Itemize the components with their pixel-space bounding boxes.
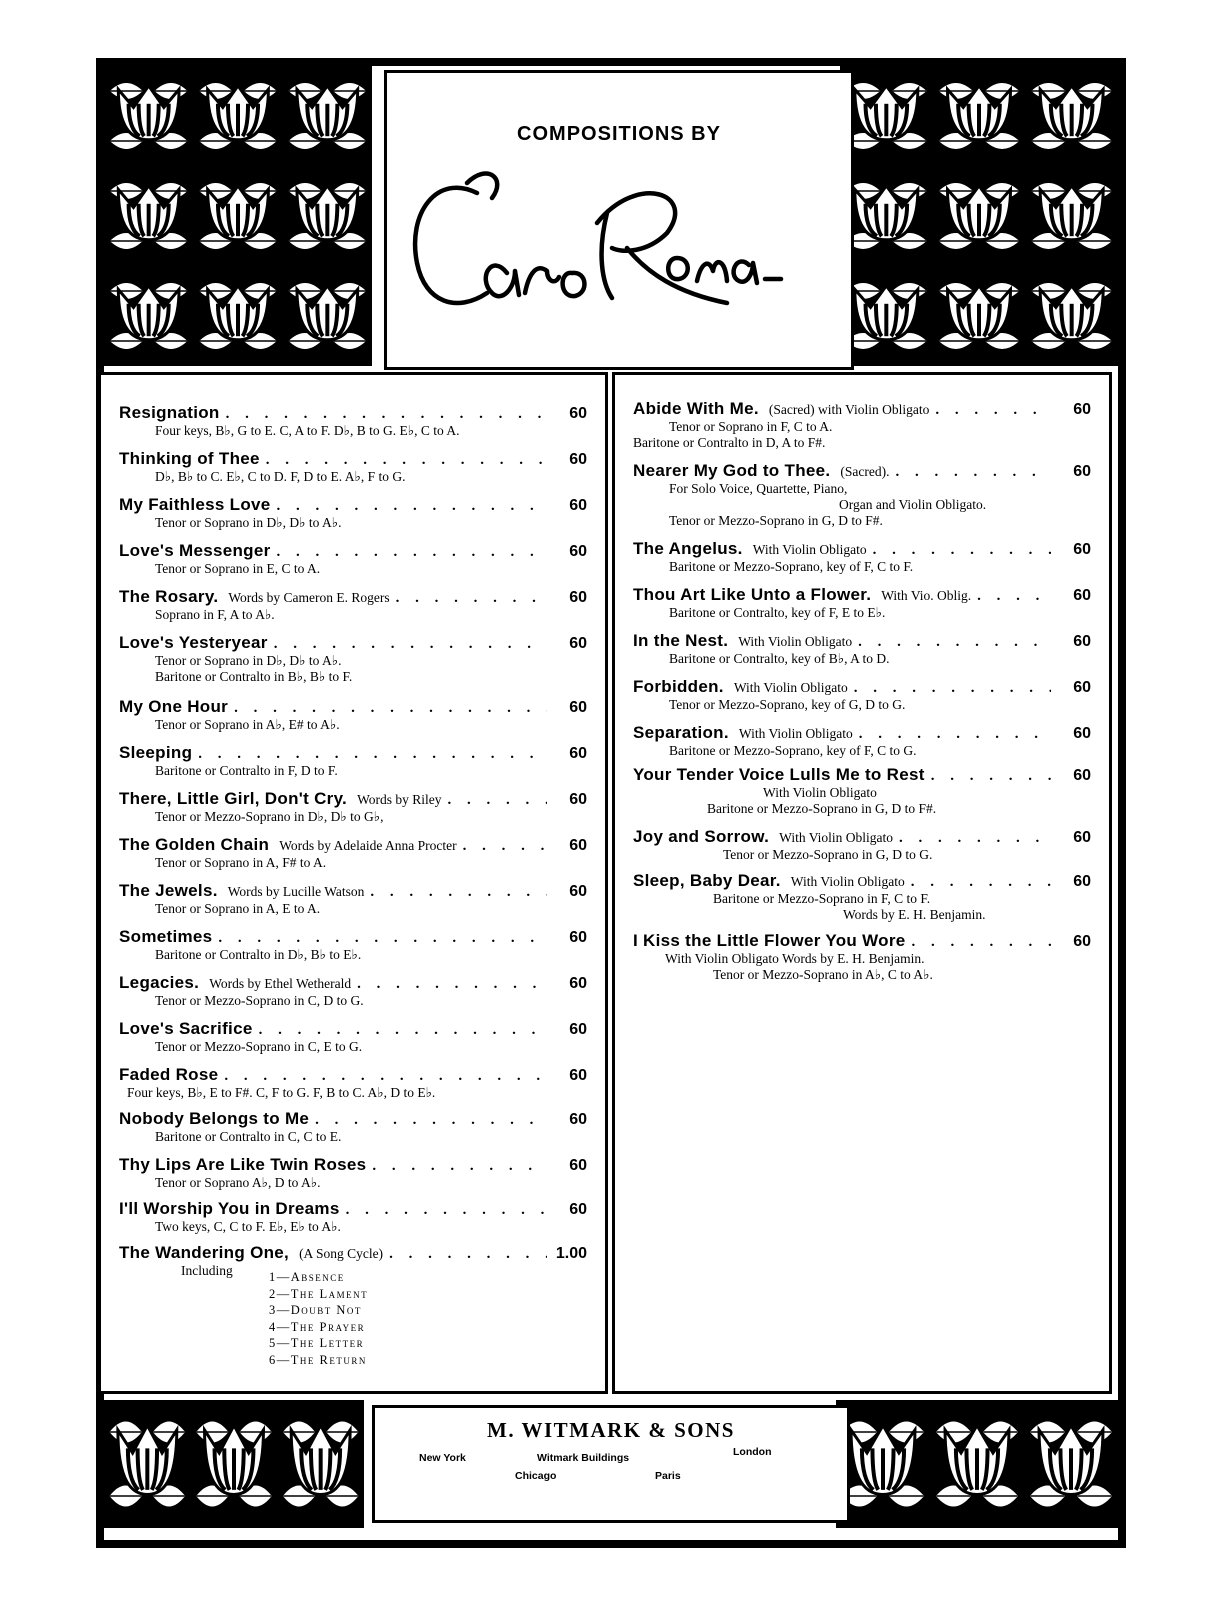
song-cycle-item: 5—The Letter [269, 1336, 365, 1350]
dot-leader [259, 1022, 547, 1039]
song-price: 60 [1073, 933, 1091, 950]
song-note: Words by Adelaide Anna Procter [279, 838, 457, 853]
song-entry [119, 697, 587, 733]
song-price: 60 [569, 745, 587, 762]
song-title: There, Little Girl, Don't Cry. [119, 789, 348, 808]
song-detail: Four keys, B♭, E to F#. C, F to G. F, B to C. A♭, D to E♭. [127, 1085, 436, 1100]
song-price: 1.00 [555, 1245, 587, 1262]
dot-leader [346, 1202, 547, 1219]
city-witmark-buildings: Witmark Buildings [537, 1452, 630, 1464]
song-price: 60 [569, 791, 587, 808]
song-price: 60 [1073, 725, 1091, 742]
song-title: The Golden Chain [119, 835, 270, 854]
song-price: 60 [1073, 541, 1091, 558]
song-price: 60 [1073, 633, 1091, 650]
song-title: Love's Sacrifice [119, 1019, 253, 1038]
dot-leader [396, 590, 547, 607]
dot-leader [448, 792, 547, 809]
song-entry [119, 789, 587, 825]
song-entry [119, 881, 587, 917]
song-title: Thinking of Thee [119, 449, 260, 468]
song-title: Thy Lips Are Like Twin Roses [119, 1155, 367, 1174]
song-note: Words by Lucille Watson [227, 884, 365, 899]
song-entry [633, 723, 1091, 759]
title-box [384, 70, 854, 370]
song-title: Legacies. [119, 973, 200, 992]
dot-leader [463, 838, 547, 855]
song-entry [633, 677, 1091, 713]
song-detail: Tenor or Mezzo-Soprano in C, D to G. [155, 993, 364, 1008]
dot-leader [899, 830, 1051, 847]
song-title: Abide With Me. [633, 399, 759, 418]
song-entry [119, 1109, 587, 1145]
song-price: 60 [569, 837, 587, 854]
tulip-ornament-top-right [840, 66, 1118, 366]
dot-leader [218, 930, 547, 947]
song-detail: Organ and Violin Obligato. [839, 497, 987, 512]
dot-leader [370, 884, 547, 901]
dot-leader [266, 452, 547, 469]
tulip-ornament-bottom-left [104, 1400, 364, 1528]
song-price: 60 [569, 699, 587, 716]
song-entry [633, 931, 1091, 983]
song-price: 60 [1073, 873, 1091, 890]
song-note: With Violin Obligato [752, 542, 867, 557]
song-detail: For Solo Voice, Quartette, Piano, [669, 481, 848, 496]
song-entry [119, 835, 587, 871]
dot-leader [226, 406, 547, 423]
song-detail: Soprano in F, A to A♭. [155, 607, 275, 622]
song-title: Faded Rose [119, 1065, 219, 1084]
song-price: 60 [1073, 767, 1091, 784]
song-entry [633, 827, 1091, 863]
song-title: My Faithless Love [119, 495, 271, 514]
song-price: 60 [1073, 463, 1091, 480]
song-entry [633, 871, 1091, 923]
city-london: London [733, 1446, 772, 1458]
song-title: Nearer My God to Thee. [633, 461, 831, 480]
tulip-ornament-top-left [104, 66, 372, 366]
song-detail: Tenor or Soprano in D♭, D♭ to A♭. [155, 515, 342, 530]
song-price: 60 [569, 975, 587, 992]
song-entry [119, 1019, 587, 1055]
song-detail: Tenor or Soprano in A, F# to A. [155, 855, 327, 870]
song-detail: Tenor or Soprano in A, E to A. [155, 901, 321, 916]
dot-leader [873, 542, 1051, 559]
song-detail: Baritone or Contralto in D♭, B♭ to E♭. [155, 947, 362, 962]
song-detail: Tenor or Soprano in A♭, E# to A♭. [155, 717, 340, 732]
song-title: The Rosary. [119, 587, 219, 606]
song-detail: Tenor or Mezzo-Soprano, key of G, D to G. [669, 697, 906, 712]
song-entry [119, 633, 587, 685]
song-price: 60 [569, 1111, 587, 1128]
song-cycle-item: 2—The Lament [269, 1286, 369, 1301]
song-price: 60 [569, 543, 587, 560]
song-price: 60 [1073, 679, 1091, 696]
song-note: Words by Ethel Wetherald [209, 976, 352, 991]
song-detail: Tenor or Soprano in D♭, D♭ to A♭. [155, 653, 342, 668]
song-cycle-list [269, 1269, 368, 1368]
song-entry [119, 495, 587, 531]
song-title: The Angelus. [633, 539, 743, 558]
song-detail: Baritone or Contralto in F, D to F. [155, 763, 338, 778]
city-chicago: Chicago [515, 1470, 557, 1482]
song-price: 60 [1073, 829, 1091, 846]
song-note: Words by Riley [357, 792, 442, 807]
song-title: Sleep, Baby Dear. [633, 871, 781, 890]
song-title: I'll Worship You in Dreams [119, 1199, 340, 1218]
song-entry [633, 765, 1091, 817]
song-note: (Sacred) with Violin Obligato [768, 402, 930, 417]
song-detail: With Violin Obligato Words by E. H. Benjamin. [665, 951, 925, 966]
song-detail: D♭, B♭ to C. E♭, C to D. F, D to E. A♭, F to G. [155, 469, 406, 484]
song-detail: Two keys, C, C to F. E♭, E♭ to A♭. [155, 1219, 341, 1234]
song-title: Sometimes [119, 927, 213, 946]
song-detail: Tenor or Soprano in E, C to A. [155, 561, 321, 576]
song-title: Your Tender Voice Lulls Me to Rest [633, 765, 925, 784]
song-entry [633, 399, 1091, 451]
dot-leader [854, 680, 1051, 697]
song-title: I Kiss the Little Flower You Wore [633, 931, 906, 950]
song-detail: Tenor or Mezzo-Soprano in D♭, D♭ to G♭, [155, 809, 384, 824]
publisher-box [372, 1405, 850, 1523]
song-detail: Tenor or Mezzo-Soprano in C, E to G. [155, 1039, 363, 1054]
song-entry [119, 403, 587, 439]
composer-signature [397, 153, 837, 353]
dot-leader [277, 498, 547, 515]
song-detail: With Violin Obligato [763, 785, 877, 800]
song-note: Words by Cameron E. Rogers [228, 590, 390, 605]
dot-leader [896, 464, 1051, 481]
song-detail: Including [181, 1263, 233, 1278]
song-title: My One Hour [119, 697, 229, 716]
song-entry [119, 743, 587, 779]
song-detail: Words by E. H. Benjamin. [843, 907, 986, 922]
song-title: Forbidden. [633, 677, 724, 696]
song-entry [119, 541, 587, 577]
song-price: 60 [569, 497, 587, 514]
song-title: Nobody Belongs to Me [119, 1109, 310, 1128]
song-price: 60 [569, 1201, 587, 1218]
song-note: With Vio. Oblig. [881, 588, 972, 603]
song-cycle-item: 4—The Prayer [269, 1319, 366, 1334]
song-cycle-item: 6—The Return [269, 1352, 367, 1367]
publisher-name: M. WITMARK & SONS [487, 1418, 735, 1442]
city-new-york: New York [419, 1452, 466, 1464]
song-note: With Violin Obligato [779, 830, 894, 845]
dot-leader [935, 402, 1051, 419]
song-detail: Baritone or Mezzo-Soprano, key of F, C to F. [669, 559, 914, 574]
song-price: 60 [569, 1157, 587, 1174]
song-note: With Violin Obligato [738, 726, 853, 741]
song-price: 60 [569, 589, 587, 606]
song-detail: Baritone or Contralto in B♭, B♭ to F. [155, 669, 353, 684]
dot-leader [277, 544, 547, 561]
dot-leader [224, 1068, 547, 1085]
song-entry [119, 973, 587, 1009]
song-price: 60 [569, 635, 587, 652]
dot-leader [234, 700, 547, 717]
dot-leader [315, 1112, 547, 1129]
song-detail: Tenor or Soprano in F, C to A. [669, 419, 833, 434]
song-detail: Baritone or Contralto in C, C to E. [155, 1129, 342, 1144]
song-detail: Baritone or Mezzo-Soprano in F, C to F. [713, 891, 931, 906]
song-detail: Tenor or Mezzo-Soprano in A♭, C to A♭. [713, 967, 933, 982]
dot-leader [389, 1246, 547, 1263]
song-price: 60 [569, 1021, 587, 1038]
song-entry [633, 539, 1091, 575]
right-song-list [612, 372, 1112, 1394]
song-entry [633, 585, 1091, 621]
song-entry [633, 461, 1091, 529]
song-entry [119, 1065, 587, 1101]
dot-leader [977, 588, 1051, 605]
song-detail: Tenor or Mezzo-Soprano in G, D to G. [723, 847, 933, 862]
city-paris: Paris [655, 1470, 681, 1482]
song-detail: Tenor or Soprano A♭, D to A♭. [155, 1175, 321, 1190]
dot-leader [274, 636, 547, 653]
song-title: Separation. [633, 723, 729, 742]
song-price: 60 [569, 451, 587, 468]
left-song-list [98, 372, 608, 1394]
song-detail: Baritone or Contralto, key of F, E to E♭. [669, 605, 886, 620]
song-detail: Baritone or Contralto in D, A to F#. [633, 435, 826, 450]
song-entry [119, 1199, 587, 1235]
song-detail: Tenor or Mezzo-Soprano in G, D to F#. [669, 513, 883, 528]
song-detail: Baritone or Contralto, key of B♭, A to D. [669, 651, 890, 666]
song-note: With Violin Obligato [733, 680, 848, 695]
song-price: 60 [569, 929, 587, 946]
song-cycle-item: 1—Absence [269, 1270, 345, 1284]
song-title: Joy and Sorrow. [633, 827, 770, 846]
song-entry [119, 1155, 587, 1191]
song-title: Thou Art Like Unto a Flower. [633, 585, 872, 604]
dot-leader [858, 634, 1051, 651]
dot-leader [912, 934, 1052, 951]
dot-leader [911, 874, 1051, 891]
song-note: (A Song Cycle) [299, 1246, 384, 1261]
song-price: 60 [1073, 401, 1091, 418]
dot-leader [859, 726, 1051, 743]
song-detail: Baritone or Mezzo-Soprano in G, D to F#. [707, 801, 937, 816]
compositions-by-heading: COMPOSITIONS BY [517, 123, 721, 145]
tulip-ornament-bottom-right [836, 1400, 1118, 1528]
song-cycle-item: 3—Doubt Not [269, 1303, 362, 1317]
song-detail: Four keys, B♭, G to E. C, A to F. D♭, B to G. E♭, C to A. [155, 423, 460, 438]
song-title: Love's Yesteryear [119, 633, 268, 652]
song-entry [119, 927, 587, 963]
song-entry [119, 587, 587, 623]
song-title: In the Nest. [633, 631, 729, 650]
song-title: The Wandering One, [119, 1243, 290, 1262]
song-note: (Sacred). [840, 464, 890, 479]
dot-leader [931, 768, 1051, 785]
dot-leader [198, 746, 547, 763]
song-entry [633, 631, 1091, 667]
song-price: 60 [569, 883, 587, 900]
dot-leader [357, 976, 547, 993]
song-title: The Jewels. [119, 881, 218, 900]
song-price: 60 [1073, 587, 1091, 604]
song-detail: Baritone or Mezzo-Soprano, key of F, C to G. [669, 743, 917, 758]
song-price: 60 [569, 1067, 587, 1084]
song-title: Sleeping [119, 743, 193, 762]
song-note: With Violin Obligato [738, 634, 853, 649]
song-title: Love's Messenger [119, 541, 271, 560]
song-note: With Violin Obligato [790, 874, 905, 889]
dot-leader [372, 1158, 547, 1175]
song-entry [119, 449, 587, 485]
song-title: Resignation [119, 403, 220, 422]
song-price: 60 [569, 405, 587, 422]
